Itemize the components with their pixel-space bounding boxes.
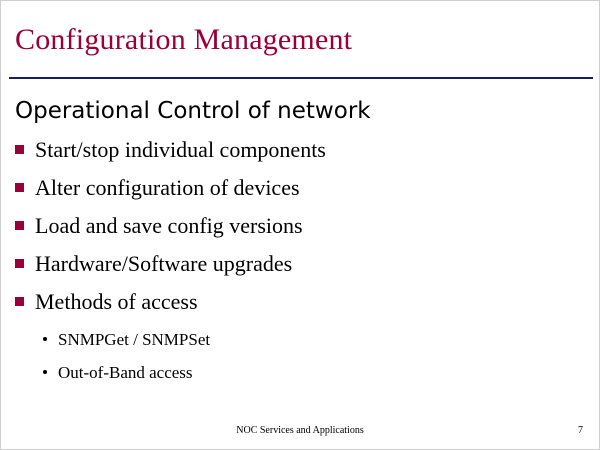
square-bullet-icon [15, 221, 24, 230]
bullet-label: Alter configuration of devices [35, 175, 300, 200]
list-item [43, 362, 543, 386]
square-bullet-icon [15, 297, 24, 306]
bullet-label: Start/stop individual components [35, 137, 326, 162]
square-bullet-icon [15, 259, 24, 268]
dot-bullet-icon [43, 337, 47, 341]
bullet-label: Methods of access [35, 289, 198, 314]
page-number: 7 [578, 425, 583, 436]
sub-bullet-list [43, 329, 543, 395]
bullet-label: Load and save config versions [35, 213, 303, 238]
list-item [15, 137, 575, 167]
slide-subheading: Operational Control of network [15, 98, 371, 124]
list-item [15, 289, 575, 319]
sub-bullet-label: Out-of-Band access [58, 363, 193, 382]
page-title: Configuration Management [15, 23, 353, 56]
list-item [43, 329, 543, 353]
square-bullet-icon [15, 183, 24, 192]
list-item [15, 175, 575, 205]
square-bullet-icon [15, 145, 24, 154]
sub-bullet-label: SNMPGet / SNMPSet [58, 330, 211, 349]
title-divider [9, 77, 593, 79]
bullet-list [15, 137, 575, 327]
dot-bullet-icon [43, 370, 47, 374]
list-item [15, 213, 575, 243]
footer-text: NOC Services and Applications [236, 425, 364, 436]
bullet-label: Hardware/Software upgrades [35, 251, 293, 276]
list-item [15, 251, 575, 281]
